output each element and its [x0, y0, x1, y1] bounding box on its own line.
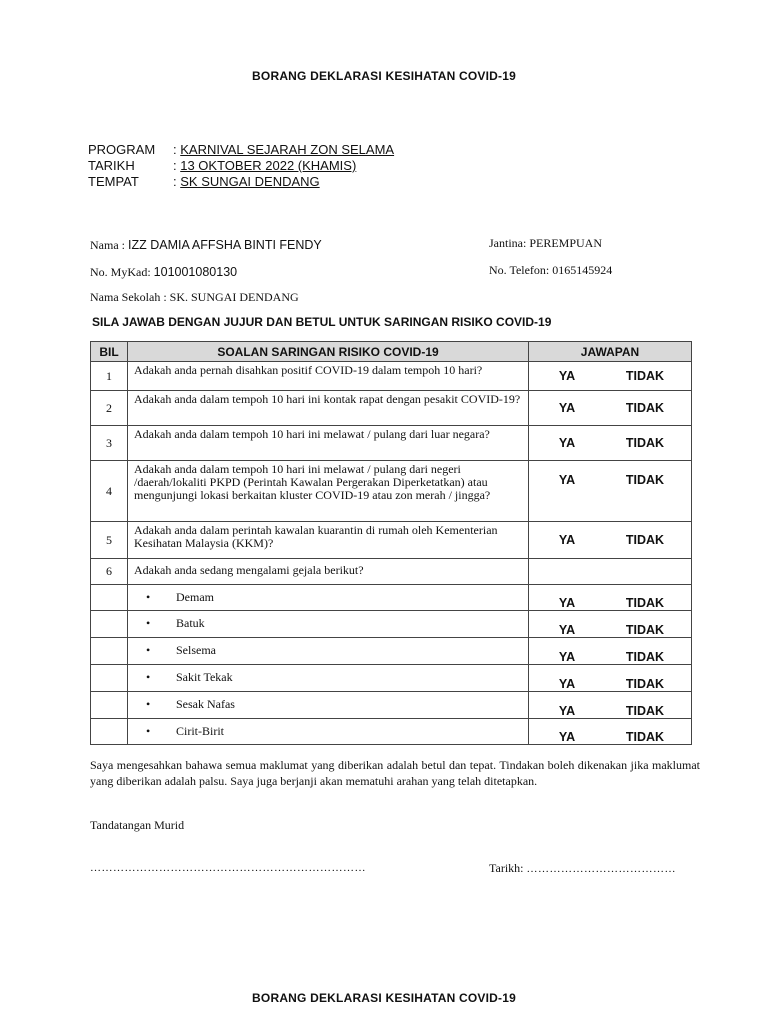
answer-cell: [529, 638, 692, 665]
answer-yes[interactable]: YA: [558, 730, 576, 744]
symptom-cell: [128, 585, 529, 611]
answer-cell: [529, 665, 692, 692]
program-block: [0, 142, 768, 192]
student-mykad: [90, 263, 237, 281]
bullet-icon: •: [146, 697, 151, 711]
answer-no[interactable]: TIDAK: [625, 533, 665, 547]
symptom-row: [91, 638, 692, 665]
bullet-icon: •: [146, 590, 151, 604]
telefon-value: 0165145924: [552, 263, 613, 277]
answer-yes[interactable]: YA: [558, 650, 576, 664]
sekolah-label: Nama Sekolah :: [90, 290, 170, 304]
tempat-label: TEMPAT: [88, 174, 139, 189]
jantina-label: Jantina:: [489, 236, 530, 250]
answer-yes[interactable]: YA: [558, 401, 576, 415]
bil-empty: [91, 692, 128, 719]
symptom-row: [91, 585, 692, 611]
answer-no[interactable]: TIDAK: [625, 650, 665, 664]
answer-cell: [529, 611, 692, 638]
program-value: KARNIVAL SEJARAH ZON SELAMA: [180, 142, 395, 157]
symptom-cell: [128, 611, 529, 638]
nama-value: IZZ DAMIA AFFSHA BINTI FENDY: [128, 238, 322, 252]
answer-yes[interactable]: YA: [558, 704, 576, 718]
question-text: Adakah anda pernah disahkan positif COVID-19 dalam tempoh 10 hari?: [128, 362, 529, 391]
symptom-cell: [128, 665, 529, 692]
program-separator: :: [173, 142, 181, 157]
question-number: 5: [91, 522, 128, 559]
answer-no[interactable]: TIDAK: [625, 677, 665, 691]
symptom-row: [91, 692, 692, 719]
answer-no[interactable]: TIDAK: [625, 369, 665, 383]
bullet-icon: •: [146, 616, 151, 630]
symptom-label: Selsema: [176, 643, 216, 657]
student-name: [90, 236, 322, 254]
symptom-label: Cirit-Birit: [176, 724, 224, 738]
answer-no[interactable]: TIDAK: [625, 730, 665, 744]
table-row: [91, 522, 692, 559]
screening-table: [90, 341, 692, 745]
question-text: Adakah anda dalam tempoh 10 hari ini kontak rapat dengan pesakit COVID-19?: [128, 391, 529, 426]
telefon-label: No. Telefon:: [489, 263, 553, 277]
answer-no[interactable]: TIDAK: [625, 436, 665, 450]
student-phone: [489, 263, 612, 278]
answer-no[interactable]: TIDAK: [625, 401, 665, 415]
table-row: [91, 426, 692, 461]
form-title: BORANG DEKLARASI KESIHATAN COVID-19: [252, 69, 516, 83]
question-text: Adakah anda dalam perintah kawalan kuarantin di rumah oleh Kementerian Kesihatan Malaysia (KKM)?: [128, 522, 529, 559]
answer-cell: [529, 426, 692, 461]
bullet-icon: •: [146, 670, 151, 684]
answer-cell: [529, 585, 692, 611]
signature-date-label: Tarikh:: [489, 861, 527, 875]
symptom-label: Batuk: [176, 616, 205, 630]
symptom-label: Demam: [176, 590, 214, 604]
instruction-text: SILA JAWAB DENGAN JUJUR DAN BETUL UNTUK SARINGAN RISIKO COVID-19: [92, 315, 552, 329]
sekolah-value: SK. SUNGAI DENDANG: [169, 290, 299, 304]
bullet-icon: •: [146, 724, 151, 738]
answer-no[interactable]: TIDAK: [625, 473, 665, 487]
student-gender: [489, 236, 602, 251]
program-label: PROGRAM: [88, 142, 156, 157]
symptom-row: [91, 611, 692, 638]
bullet-icon: •: [146, 643, 151, 657]
symptom-label: Sesak Nafas: [176, 697, 235, 711]
bil-empty: [91, 719, 128, 745]
header-soalan: SOALAN SARINGAN RISIKO COVID-19: [128, 342, 529, 362]
tarikh-label: TARIKH: [88, 158, 135, 173]
header-bil: BIL: [91, 342, 128, 362]
answer-cell: [529, 719, 692, 745]
answer-cell: [529, 692, 692, 719]
question-text: Adakah anda dalam tempoh 10 hari ini melawat / pulang dari luar negara?: [128, 426, 529, 461]
question-number: 4: [91, 461, 128, 522]
signature-date: [489, 861, 676, 876]
header-jawapan: JAWAPAN: [529, 342, 692, 362]
mykad-label: No. MyKad:: [90, 265, 154, 279]
answer-cell: [529, 391, 692, 426]
answer-cell: [529, 461, 692, 522]
symptom-row: [91, 719, 692, 745]
bil-empty: [91, 638, 128, 665]
question-number: 3: [91, 426, 128, 461]
mykad-value: 101001080130: [153, 265, 238, 279]
symptom-cell: [128, 692, 529, 719]
tempat-value: SK SUNGAI DENDANG: [180, 174, 320, 189]
signature-label: Tandatangan Murid: [90, 818, 185, 832]
table-header-row: [91, 342, 692, 362]
tarikh-value: 13 OKTOBER 2022 (KHAMIS): [180, 158, 357, 173]
question-text: Adakah anda dalam tempoh 10 hari ini melawat / pulang dari negeri /daerah/lokaliti PKPD (Perintah Kawalan Pergerakan Diperketatkan) atau mengunjungi lokasi berkaitan kluster COVID-19 atau zon merah / jingga?: [128, 461, 529, 522]
symptom-cell: [128, 638, 529, 665]
symptom-cell: [128, 719, 529, 745]
answer-yes[interactable]: YA: [558, 436, 576, 450]
table-row: [91, 461, 692, 522]
tempat-separator: :: [173, 174, 181, 189]
answer-cell: [529, 362, 692, 391]
table-row: [91, 362, 692, 391]
nama-label: Nama :: [90, 238, 128, 252]
question-number: 1: [91, 362, 128, 391]
table-row: [91, 391, 692, 426]
answer-cell: [529, 522, 692, 559]
question-number: 6: [91, 559, 128, 585]
answer-no[interactable]: TIDAK: [625, 704, 665, 718]
bil-empty: [91, 665, 128, 692]
jantina-value: PEREMPUAN: [529, 236, 603, 250]
bil-empty: [91, 611, 128, 638]
answer-yes[interactable]: YA: [558, 369, 576, 383]
answer-yes[interactable]: YA: [558, 473, 576, 487]
form-title-next-page: BORANG DEKLARASI KESIHATAN COVID-19: [252, 991, 516, 1005]
answer-cell-empty: [529, 559, 692, 585]
signature-line[interactable]: ………………………………………………………………: [90, 862, 366, 874]
student-school: [90, 290, 299, 305]
answer-yes[interactable]: YA: [558, 677, 576, 691]
answer-yes[interactable]: YA: [558, 533, 576, 547]
symptom-row: [91, 665, 692, 692]
signature-date-line[interactable]: …………………………………: [526, 863, 676, 875]
bil-empty: [91, 585, 128, 611]
question-number: 2: [91, 391, 128, 426]
question-text: Adakah anda sedang mengalami gejala berikut?: [128, 559, 529, 585]
symptom-label: Sakit Tekak: [176, 670, 233, 684]
table-row: [91, 559, 692, 585]
declaration-text: Saya mengesahkan bahawa semua maklumat yang diberikan adalah betul dan tepat. Tindakan boleh dikenakan jika maklumat yang diberikan adalah palsu. Saya juga berjanji akan mematuhi arahan yang telah ditetapkan.: [90, 758, 700, 788]
answer-no[interactable]: TIDAK: [625, 596, 665, 610]
answer-yes[interactable]: YA: [558, 596, 576, 610]
answer-no[interactable]: TIDAK: [625, 623, 665, 637]
answer-yes[interactable]: YA: [558, 623, 576, 637]
tarikh-separator: :: [173, 158, 181, 173]
